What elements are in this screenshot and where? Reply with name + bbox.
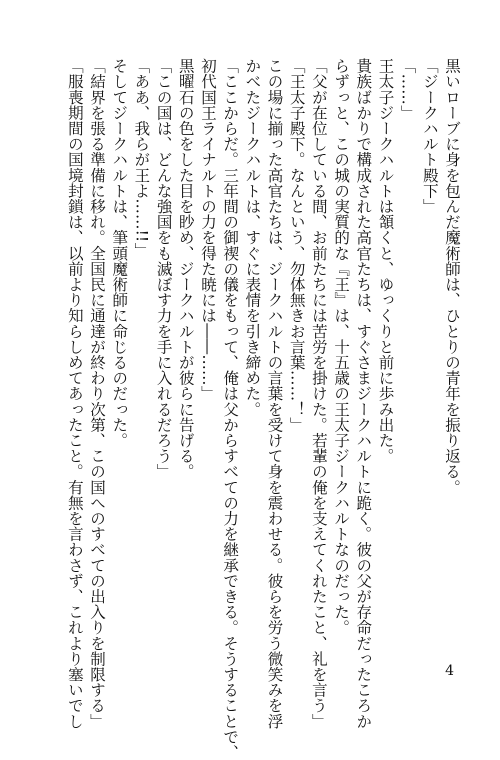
text-line-16: そしてジークハルトは、筆頭魔術師に命じるのだった。 (110, 58, 129, 448)
text-line-3: 「……」 (398, 58, 417, 121)
text-line-9: この場に揃った高官たちは、ジークハルトの言葉を受けて身を震わせる。彼らを労う微笑みを浮 (265, 58, 284, 729)
text-line-4: 王太子ジークハルトは頷くと、ゆっくりと前に歩み出た。 (376, 58, 395, 464)
text-line-6: らずっと、この城の実質的な『王』は、十五歳の王太子ジークハルトなのだった。 (332, 58, 351, 636)
vertical-text-block (65, 58, 461, 760)
text-line-2: 「ジークハルト殿下」 (420, 58, 439, 214)
text-line-1: 黒いローブに身を包んだ魔術師は、ひとりの青年を振り返る。 (443, 58, 461, 495)
text-line-18: 「服喪期間の国境封鎖は、以前より知らしめてあったこと。有無を言わさず、これより塞いでし (65, 58, 84, 729)
text-line-17: 「結界を張る準備に移れ。全国民に通達が終わり次第、この国へのすべての出入りを制限する」 (88, 58, 106, 729)
page-number: 4 (445, 663, 454, 679)
text-line-8: 「王太子殿下。なんという、勿体無きお言葉……！」 (287, 58, 306, 433)
text-line-15: 「ああ、我らが王よ……!!」 (132, 58, 151, 258)
text-line-11: 「ここからだ。三年間の御禊の儀をもって、俺は父からすべての力を継承できる。そうすることで、 (221, 58, 240, 760)
text-line-10: かべたジークハルトは、すぐに表情を引き締めた。 (243, 58, 262, 417)
text-line-13: 黒曜石の色をした目を眇め、ジークハルトが彼らに告げる。 (176, 58, 195, 480)
text-line-12: 初代国王ライナルトの力を得た暁には――……」 (198, 58, 217, 402)
text-line-7: 「父が在位している間、お前たちには苦労を掛けた。若輩の俺を支えてくれたこと、礼を言う」 (309, 58, 328, 729)
text-line-14: 「この国は、どんな強国をも滅ぼす力を手に入れるだろう」 (154, 58, 173, 480)
text-line-5: 貴族ばかりで構成された高官たちは、すぐさまジークハルトに跪く。彼の父が存命だったころか (354, 58, 373, 729)
